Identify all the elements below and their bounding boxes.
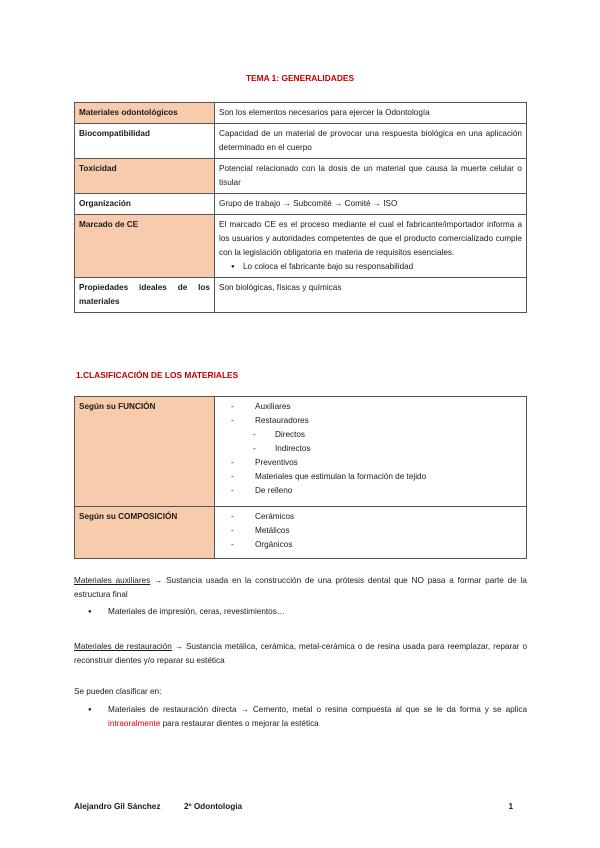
footer-author: Alejandro Gil Sánchez xyxy=(74,802,161,811)
paragraph-text: → Sustancia metálica, cerámica, metal-cerámica o de resina usada para reemplazar, reparar o reconstruir dientes y/o reparar su estética xyxy=(74,642,527,665)
table-row xyxy=(75,278,527,313)
page-number: 1 xyxy=(508,802,513,811)
definition-cell: Grupo de trabajo → Subcomité → Comité → ISO xyxy=(215,194,527,215)
list-item: - Preventivos xyxy=(219,456,522,470)
classification-items-cell xyxy=(215,397,527,507)
key-strong: FUNCIÓN xyxy=(118,402,156,411)
term-cell: Propiedades ideales de los materiales xyxy=(75,278,215,313)
highlighted-term: intraoralmente xyxy=(108,719,161,728)
definition-cell: Son los elementos necesarios para ejercer la Odontología xyxy=(215,103,527,124)
list-item: - Orgánicos xyxy=(219,538,522,552)
definition-cell xyxy=(215,215,527,278)
key-strong: COMPOSICIÓN xyxy=(118,512,178,521)
bullet-text: para restaurar dientes o mejorar la estética xyxy=(160,719,319,728)
term-underlined: Materiales auxiliares xyxy=(74,576,151,585)
classification-items-cell xyxy=(215,507,527,559)
function-list xyxy=(219,400,522,498)
definition-bullet: ● Lo coloca el fabricante bajo su responsabilidad xyxy=(219,260,522,274)
list-item: - Auxiliares xyxy=(219,400,522,414)
classify-bullets xyxy=(74,703,527,731)
term-cell: Marcado de CE xyxy=(75,215,215,278)
document-title: TEMA 1: GENERALIDADES xyxy=(245,73,355,83)
auxiliares-paragraph xyxy=(74,574,527,602)
key-prefix: Según su xyxy=(79,512,119,521)
definition-cell: Son biológicas, físicas y químicas xyxy=(215,278,527,313)
footer-course: 2º Odontología xyxy=(184,802,243,811)
term-cell: Materiales odontológicos xyxy=(75,103,215,124)
auxiliares-bullets xyxy=(74,605,527,619)
list-item: - De relleno xyxy=(219,484,522,498)
classify-intro: Se pueden clasificar en: xyxy=(74,687,162,696)
composition-list xyxy=(219,510,522,552)
term-cell: Biocompatibilidad xyxy=(75,124,215,159)
restauracion-paragraph xyxy=(74,640,527,668)
definitions-table xyxy=(74,102,527,313)
table-row xyxy=(75,124,527,159)
table-row xyxy=(75,507,527,559)
classification-key-cell xyxy=(75,507,215,559)
list-item: - Restauradores xyxy=(219,414,522,428)
list-item: - Cerámicos xyxy=(219,510,522,524)
list-item: - Materiales que estimulan la formación de tejido xyxy=(219,470,522,484)
bullet-item xyxy=(74,703,527,731)
term-underlined: Materiales de restauración xyxy=(74,642,172,651)
definition-cell: Capacidad de un material de provocar una respuesta biológica en una aplicación determinado en el cuerpo xyxy=(215,124,527,159)
paragraph-text: → Sustancia usada en la construcción de una prótesis dental que NO pasa a formar parte de la estructura final xyxy=(74,576,527,599)
table-row xyxy=(75,215,527,278)
table-row xyxy=(75,397,527,507)
list-item: - Directos xyxy=(219,428,522,442)
term-cell: Toxicidad xyxy=(75,159,215,194)
definition-text: El marcado CE es el proceso mediante el cual el fabricante/importador informa a los usuarios y autoridades competentes de que el producto comercializado cumple con la legislación obligatoria en materia de requisitos esenciales. xyxy=(219,220,522,257)
classification-table xyxy=(74,396,527,559)
table-row xyxy=(75,103,527,124)
table-row xyxy=(75,194,527,215)
term-cell: Organización xyxy=(75,194,215,215)
page-footer xyxy=(74,800,527,814)
table-row xyxy=(75,159,527,194)
definition-cell: Potencial relacionado con la dosis de un material que causa la muerte celular o tisular xyxy=(215,159,527,194)
list-item: - Indirectos xyxy=(219,442,522,456)
bullet-text: Materiales de restauración directa → Cemento, metal o resina compuesta al que se le da forma y se aplica xyxy=(108,705,527,714)
classification-key-cell xyxy=(75,397,215,507)
section-title: 1.CLASIFICACIÓN DE LOS MATERIALES xyxy=(76,370,239,380)
key-prefix: Según su xyxy=(79,402,119,411)
bullet-item: ● Materiales de impresión, ceras, revestimientos… xyxy=(74,605,527,619)
list-item: - Metálicos xyxy=(219,524,522,538)
